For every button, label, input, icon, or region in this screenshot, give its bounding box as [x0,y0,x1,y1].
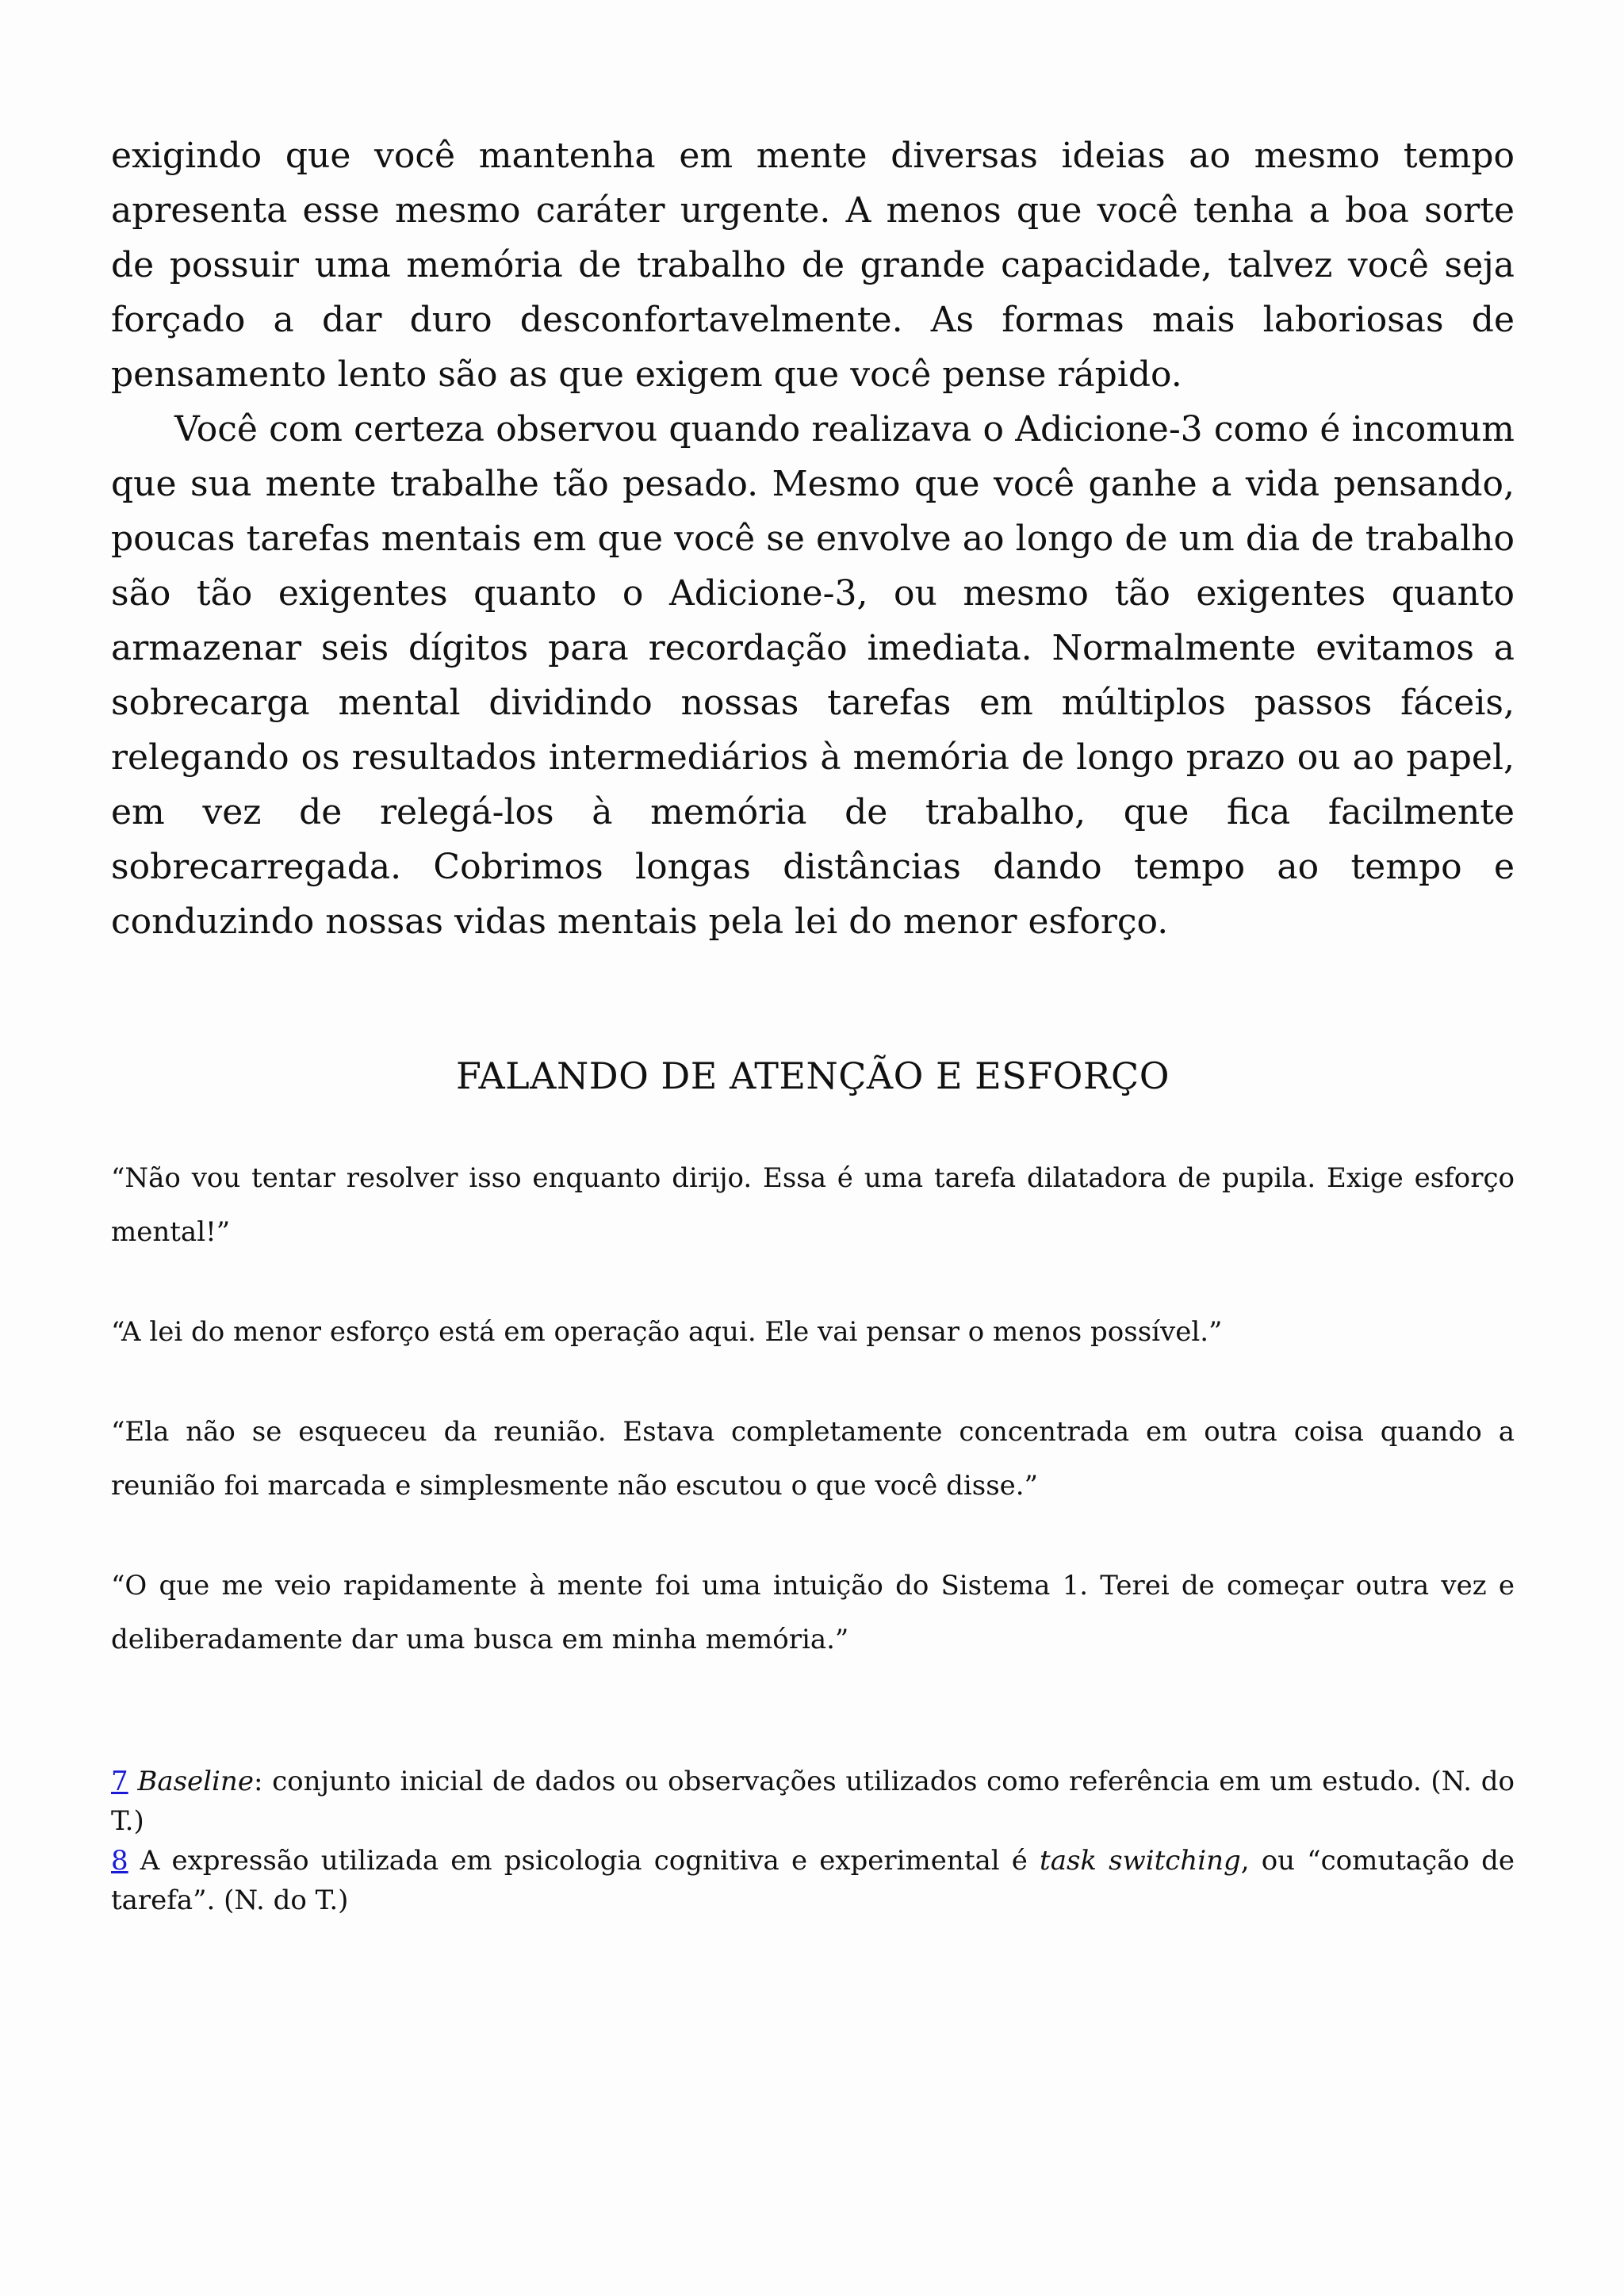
quote: “A lei do menor esforço está em operação aqui. Ele vai pensar o menos possível.” [111,1316,1223,1348]
quote: “Não vou tentar resolver isso enquanto dirijo. Essa é uma tarefa dilatadora de pupila. Exige esforço mental!” [111,1162,1515,1248]
footnote-8-term: task switching [1040,1845,1241,1877]
quote: “Ela não se esqueceu da reunião. Estava completamente concentrada em outra coisa quando a reunião foi marcada e simplesmente não escutou o que você disse.” [111,1416,1515,1502]
section-title: FALANDO DE ATENÇÃO E ESFORÇO [456,1054,1170,1097]
footnote-7 [111,1762,1515,1841]
footnote-7-link[interactable]: 7 [111,1766,128,1797]
footnote-7-term: Baseline [137,1766,254,1797]
footnote-8-text-before: A expressão utilizada em psicologia cognitiva e experimental é [128,1845,1040,1877]
footnote-8 [111,1841,1515,1920]
paragraph: exigindo que você mantenha em mente diversas ideias ao mesmo tempo apresenta esse mesmo caráter urgente. A menos que você tenha a boa sorte de possuir uma memória de trabalho de grande capacidade, talvez você seja forçado a dar duro desconfortavelmente. As formas mais laboriosas de pensamento lento são as que exigem que você pense rápido. [111,136,1515,395]
footnotes [111,1762,1515,1920]
quote: “O que me veio rapidamente à mente foi uma intuição do Sistema 1. Terei de começar outra vez e deliberadamente dar uma busca em minha memória.” [111,1570,1515,1655]
footnote-8-text-after: , ou “comutação de tarefa”. (N. do T.) [111,1845,1515,1916]
body-text [111,128,1515,949]
footnote-8-link[interactable]: 8 [111,1845,128,1877]
paragraph: Você com certeza observou quando realizava o Adicione-3 como é incomum que sua mente trabalhe tão pesado. Mesmo que você ganhe a vida pensando, poucas tarefas mentais em que você se envolve ao longo de um dia de trabalho são tão exigentes quanto o Adicione-3, ou mesmo tão exigentes quanto armazenar seis dígitos para recordação imediata. Normalmente evitamos a sobrecarga mental dividindo nossas tarefas em múltiplos passos fáceis, relegando os resultados intermediários à memória de longo prazo ou ao papel, em vez de relegá-los à memória de trabalho, que fica facilmente sobrecarregada. Cobrimos longas distâncias dando tempo ao tempo e conduzindo nossas vidas mentais pela lei do menor esforço. [111,409,1515,942]
footnote-7-text: : conjunto inicial de dados ou observações utilizados como referência em um estudo. (N. do T.) [111,1766,1515,1837]
